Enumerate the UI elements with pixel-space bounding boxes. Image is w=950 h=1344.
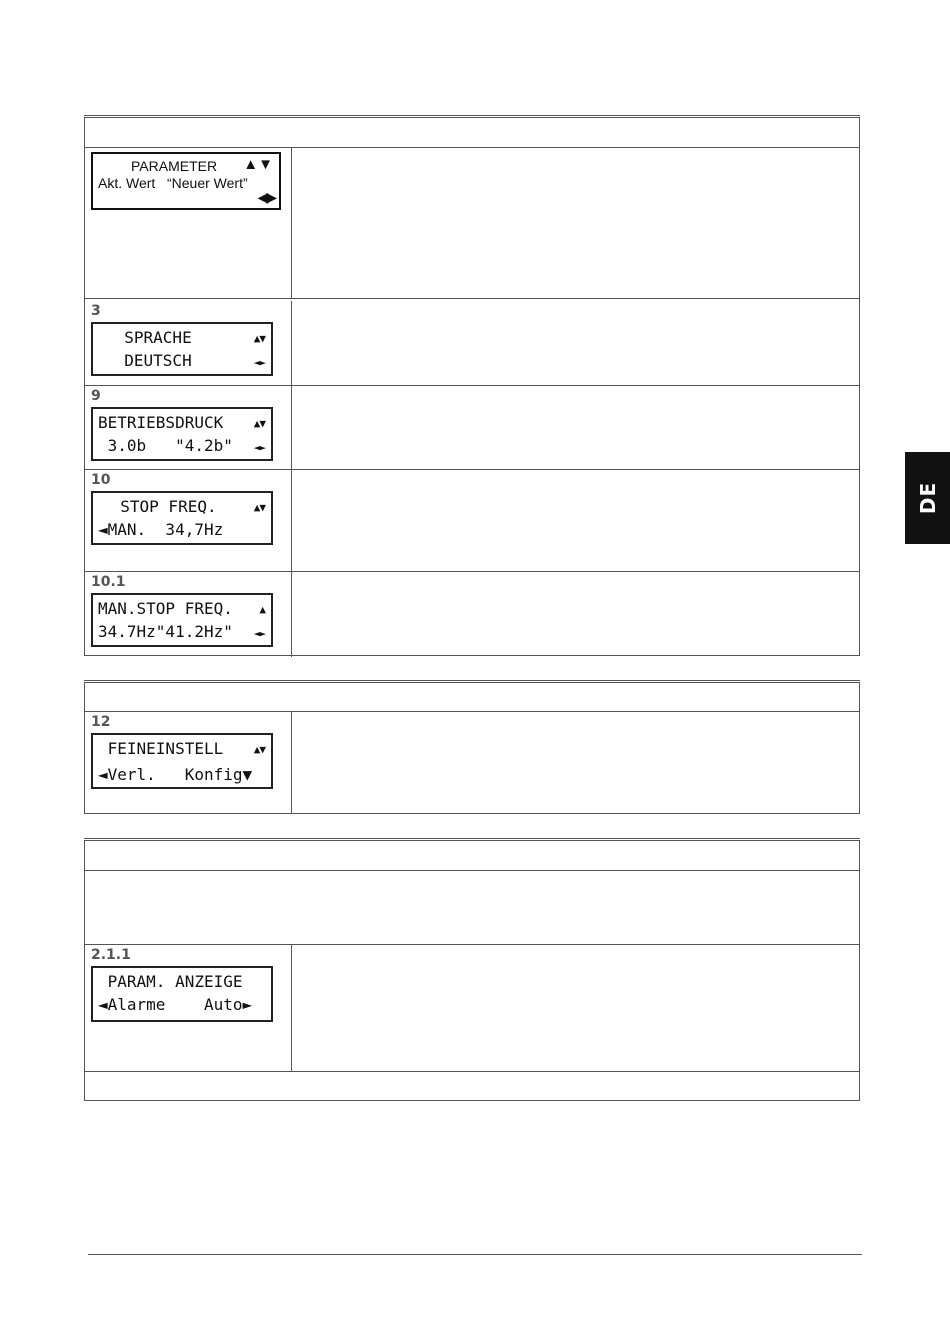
- lcd-display-feineinstell: FEINEINSTELL ▲▼ ◄Verl. Konfig▼: [91, 733, 273, 789]
- menu-number: 10: [91, 472, 111, 488]
- menu-number: 10.1: [91, 574, 126, 590]
- menu-number: 2.1.1: [91, 947, 131, 963]
- lcd-display-man-stop-freq: MAN.STOP FREQ. ▲ 34.7Hz"41.2Hz" ◄►: [91, 593, 273, 647]
- table-row: [85, 301, 859, 386]
- menu-number: 12: [91, 714, 111, 730]
- parameter-table-3: [84, 840, 860, 1101]
- table-header: [85, 683, 859, 712]
- table-header: [85, 118, 859, 148]
- lcd-display-stop-freq: STOP FREQ. ▲▼ ◄MAN. 34,7Hz: [91, 491, 273, 545]
- table-footer-row: [85, 1072, 859, 1101]
- menu-number: 3: [91, 303, 101, 319]
- table-row: [85, 572, 859, 657]
- language-tab: [905, 452, 950, 544]
- table-row: [85, 386, 859, 470]
- footer-rule: [88, 1254, 862, 1255]
- table-description-row: [85, 871, 859, 945]
- parameter-table-1: [84, 117, 860, 656]
- lcd-display-generic: PARAMETER ▲▼ Akt. Wert “Neuer Wert” ◀▶: [91, 152, 281, 210]
- table-row: [85, 945, 859, 1072]
- lcd-display-betriebsdruck: BETRIEBSDRUCK ▲▼ 3.0b "4.2b" ◄►: [91, 407, 273, 461]
- table-header: [85, 841, 859, 871]
- menu-number: 9: [91, 388, 101, 404]
- table-row: [85, 470, 859, 572]
- table-row: [85, 712, 859, 814]
- parameter-table-2: [84, 682, 860, 814]
- lcd-display-param-anzeige: PARAM. ANZEIGE ◄Alarme Auto►: [91, 966, 273, 1022]
- table-row: [85, 147, 859, 299]
- lcd-display-sprache: SPRACHE ▲▼ DEUTSCH ◄►: [91, 322, 273, 376]
- language-tab-label: DE: [915, 481, 940, 515]
